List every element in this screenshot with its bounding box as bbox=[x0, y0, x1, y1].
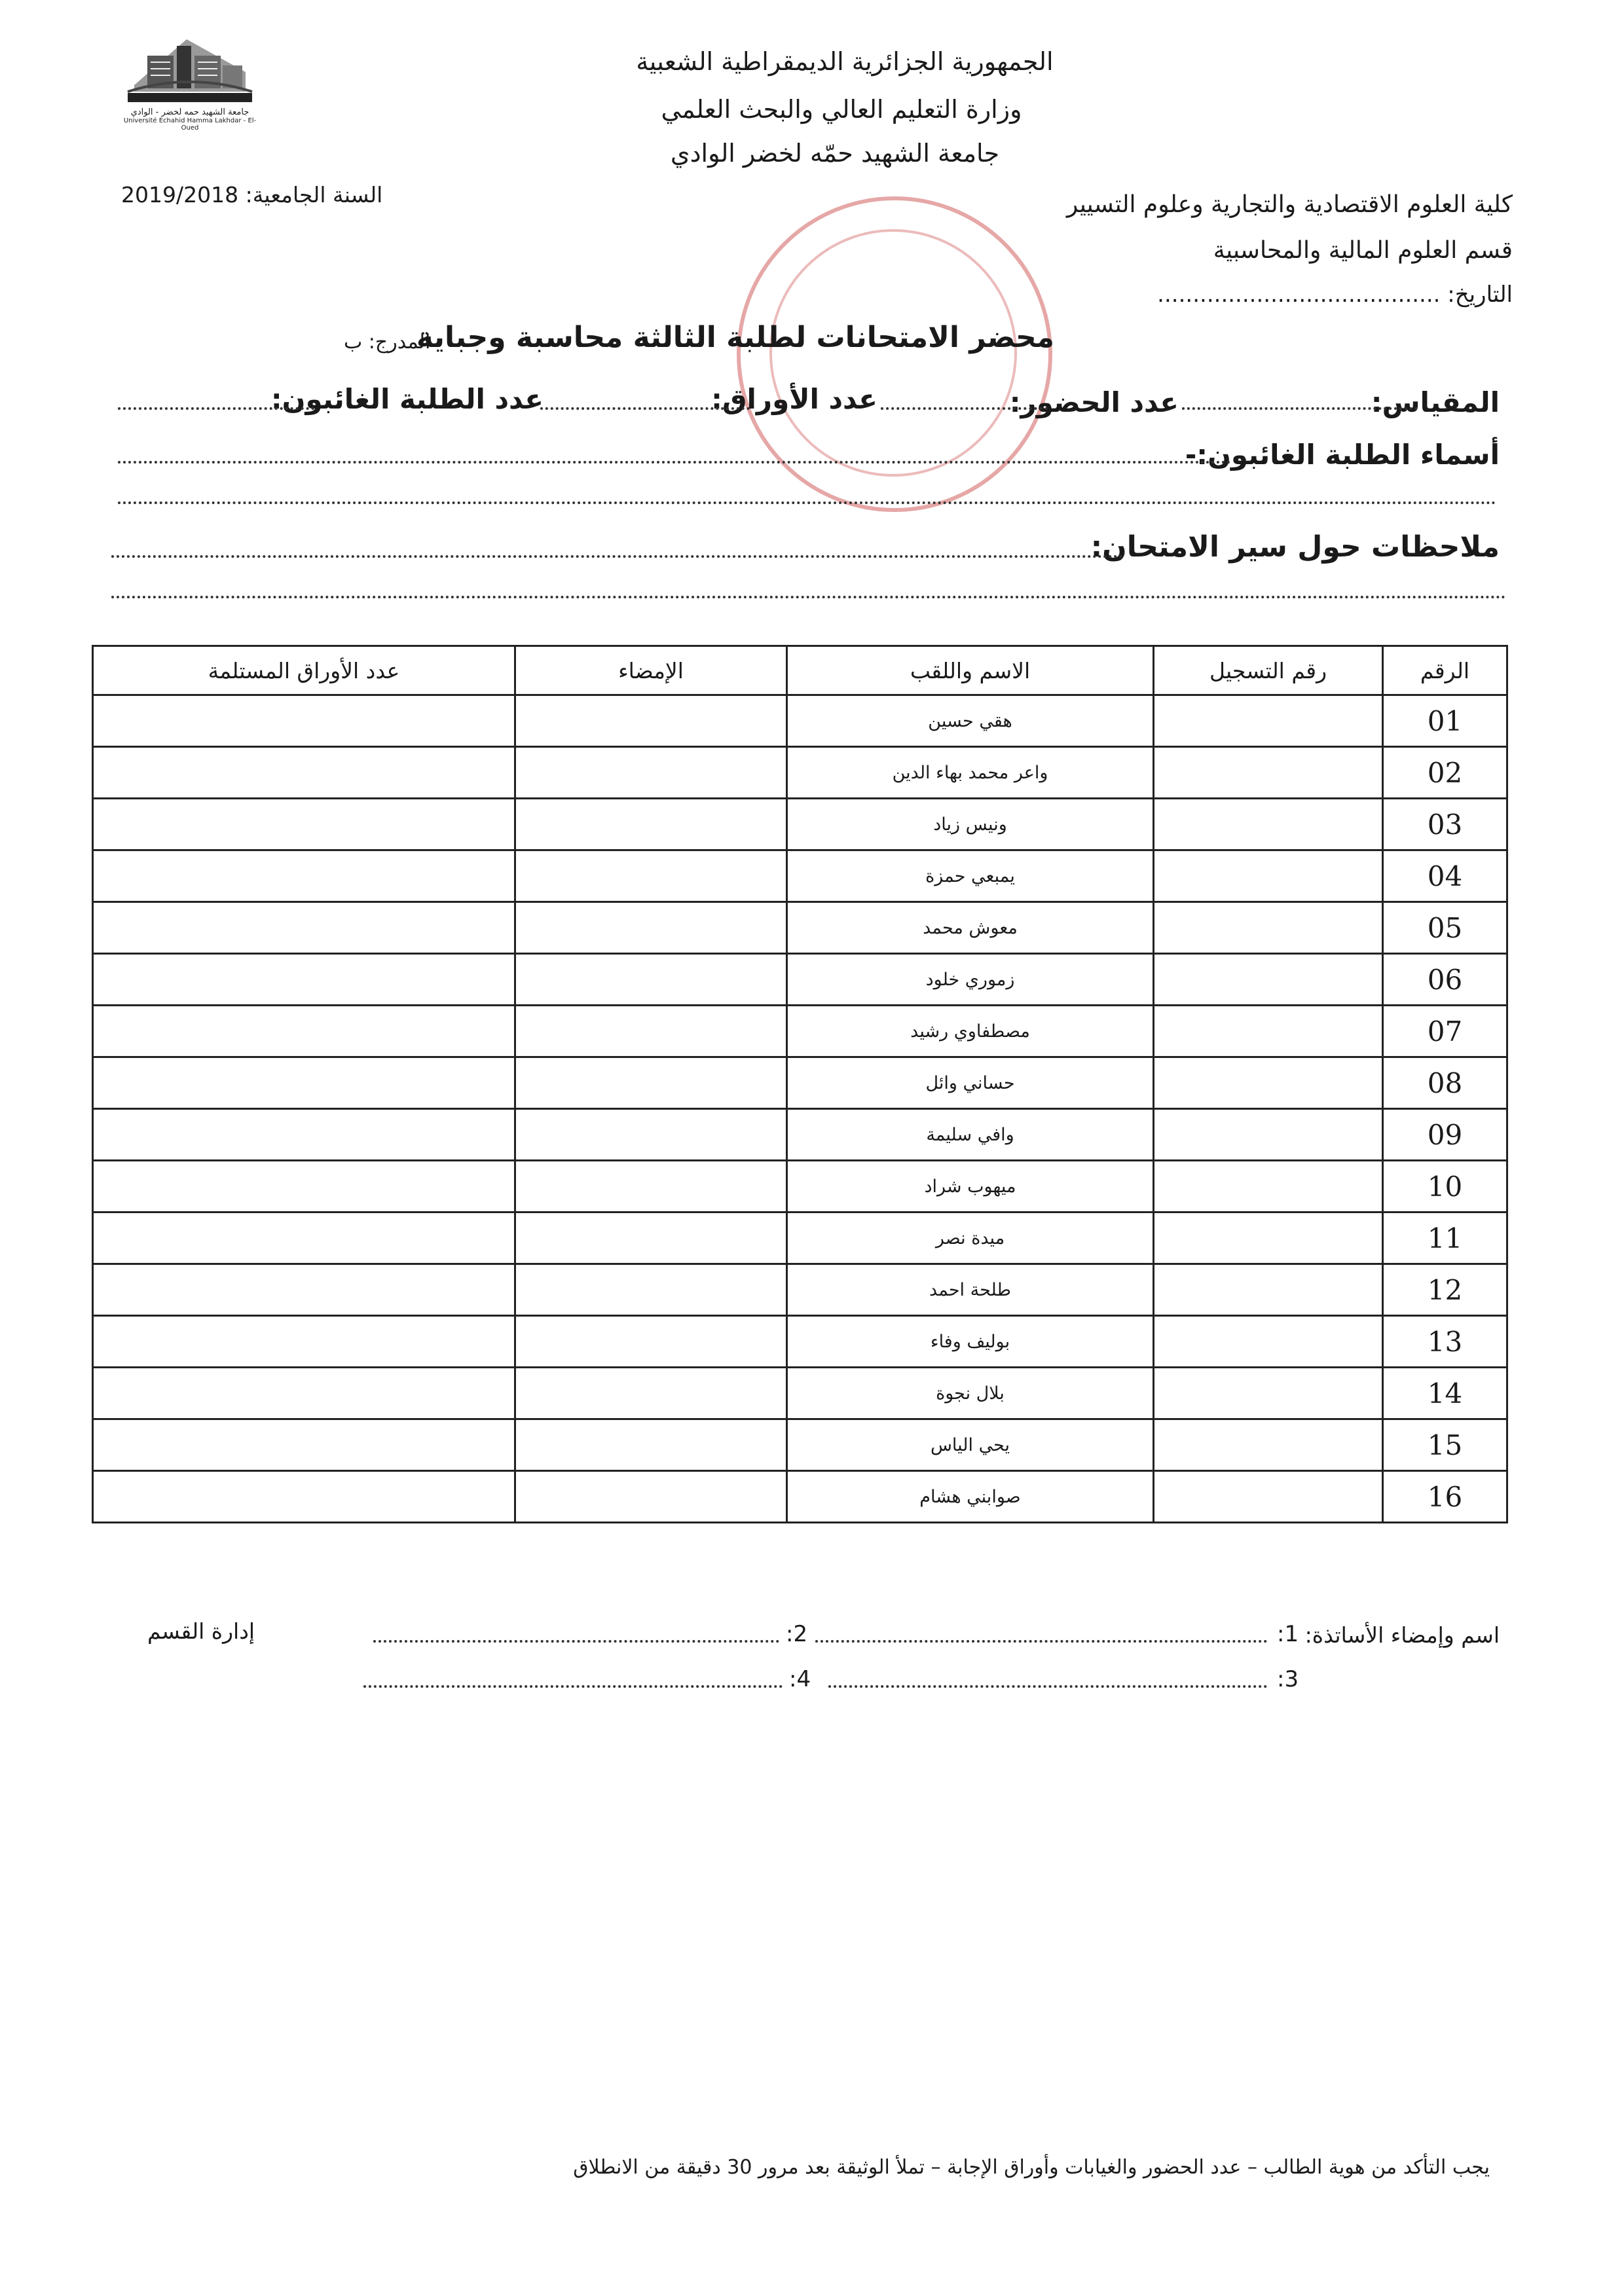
row-signature bbox=[515, 1264, 787, 1316]
row-signature bbox=[515, 1212, 787, 1264]
table-row bbox=[93, 1419, 1507, 1471]
header-signature: الإمضاء bbox=[515, 646, 787, 695]
table-row bbox=[93, 695, 1507, 747]
row-full-name: طلحة احمد bbox=[787, 1264, 1154, 1316]
absent-names-dots-1 bbox=[118, 454, 1231, 464]
row-number: 10 bbox=[1383, 1161, 1507, 1212]
row-papers-received bbox=[93, 1109, 515, 1161]
papers-label: عدد الأوراق: bbox=[711, 383, 877, 415]
row-signature bbox=[515, 1419, 787, 1471]
row-full-name: معوش محمد bbox=[787, 902, 1154, 954]
row-signature bbox=[515, 747, 787, 799]
republic-name: الجمهورية الجزائرية الديمقراطية الشعبية bbox=[636, 47, 1054, 76]
header-full-name: الاسم واللقب bbox=[787, 646, 1154, 695]
table-row bbox=[93, 1471, 1507, 1523]
row-signature bbox=[515, 1368, 787, 1419]
table-row bbox=[93, 954, 1507, 1006]
table-row bbox=[93, 850, 1507, 902]
row-full-name: ونيس زياد bbox=[787, 799, 1154, 850]
row-number: 01 bbox=[1383, 695, 1507, 747]
students-table bbox=[92, 645, 1508, 1523]
teachers-signature-label: اسم وإمضاء الأساتذة: bbox=[1304, 1622, 1500, 1648]
absent-names-dots-2 bbox=[118, 495, 1496, 504]
teacher-3-label: 3: bbox=[1277, 1666, 1299, 1692]
row-full-name: ميدة نصر bbox=[787, 1212, 1154, 1264]
attendance-dots bbox=[881, 401, 1048, 410]
row-registration bbox=[1154, 1471, 1383, 1523]
table-row bbox=[93, 1316, 1507, 1368]
row-signature bbox=[515, 1057, 787, 1109]
table-row bbox=[93, 1161, 1507, 1212]
row-papers-received bbox=[93, 1057, 515, 1109]
logo-caption-ar: جامعة الشهيد حمه لخضر - الوادي bbox=[130, 107, 249, 117]
row-signature bbox=[515, 695, 787, 747]
row-papers-received bbox=[93, 954, 515, 1006]
row-papers-received bbox=[93, 1006, 515, 1057]
teacher-2-label: :2 bbox=[786, 1621, 808, 1647]
row-number: 12 bbox=[1383, 1264, 1507, 1316]
row-registration bbox=[1154, 954, 1383, 1006]
row-papers-received bbox=[93, 902, 515, 954]
footer-note: يجب التأكد من هوية الطالب – عدد الحضور والغيابات وأوراق الإجابة – تملأ الوثيقة بعد مرور 30 دقيقة من الانطلاق bbox=[573, 2156, 1490, 2179]
teacher-4-dots bbox=[363, 1679, 783, 1688]
row-papers-received bbox=[93, 1471, 515, 1523]
row-number: 15 bbox=[1383, 1419, 1507, 1471]
remarks-label: ملاحظات حول سير الامتحان: bbox=[1090, 530, 1500, 564]
absent-count-dots bbox=[118, 401, 314, 410]
row-number: 06 bbox=[1383, 954, 1507, 1006]
row-full-name: حساني وائل bbox=[787, 1057, 1154, 1109]
row-signature bbox=[515, 850, 787, 902]
row-signature bbox=[515, 799, 787, 850]
logo-caption-en: Université Echahid Hamma Lakhdar - El-Oued bbox=[123, 117, 257, 132]
row-number: 11 bbox=[1383, 1212, 1507, 1264]
row-papers-received bbox=[93, 1264, 515, 1316]
row-full-name: بوليف وفاء bbox=[787, 1316, 1154, 1368]
row-registration bbox=[1154, 1109, 1383, 1161]
module-dots bbox=[1182, 401, 1418, 410]
row-number: 07 bbox=[1383, 1006, 1507, 1057]
row-registration bbox=[1154, 799, 1383, 850]
row-papers-received bbox=[93, 695, 515, 747]
absent-count-label: عدد الطلبة الغائبون: bbox=[270, 383, 544, 415]
header-registration: رقم التسجيل bbox=[1154, 646, 1383, 695]
teacher-1-dots bbox=[815, 1633, 1267, 1643]
row-registration bbox=[1154, 1264, 1383, 1316]
row-full-name: يمبعي حمزة bbox=[787, 850, 1154, 902]
table-header-row bbox=[93, 646, 1507, 695]
teacher-2-dots bbox=[373, 1633, 779, 1643]
row-number: 02 bbox=[1383, 747, 1507, 799]
row-registration bbox=[1154, 747, 1383, 799]
table-row bbox=[93, 799, 1507, 850]
row-number: 09 bbox=[1383, 1109, 1507, 1161]
row-registration bbox=[1154, 1212, 1383, 1264]
table-row bbox=[93, 1212, 1507, 1264]
row-number: 04 bbox=[1383, 850, 1507, 902]
remarks-dots-2 bbox=[111, 589, 1506, 598]
row-full-name: مصطفاوي رشيد bbox=[787, 1006, 1154, 1057]
row-registration bbox=[1154, 1006, 1383, 1057]
row-registration bbox=[1154, 1316, 1383, 1368]
row-papers-received bbox=[93, 799, 515, 850]
ministry-name: وزارة التعليم العالي والبحث العلمي bbox=[661, 95, 1022, 124]
row-full-name: هقي حسين bbox=[787, 695, 1154, 747]
row-number: 03 bbox=[1383, 799, 1507, 850]
row-full-name: صوابني هشام bbox=[787, 1471, 1154, 1523]
row-signature bbox=[515, 1109, 787, 1161]
table-row bbox=[93, 1006, 1507, 1057]
row-number: 05 bbox=[1383, 902, 1507, 954]
header-number: الرقم bbox=[1383, 646, 1507, 695]
row-papers-received bbox=[93, 747, 515, 799]
papers-dots bbox=[540, 401, 750, 410]
date-field: التاريخ: ........................................ bbox=[1157, 282, 1513, 308]
teacher-3-dots bbox=[828, 1679, 1267, 1688]
row-signature bbox=[515, 1471, 787, 1523]
table-row bbox=[93, 1057, 1507, 1109]
row-full-name: زموري خلود bbox=[787, 954, 1154, 1006]
row-signature bbox=[515, 1006, 787, 1057]
teacher-1-label: 1: bbox=[1277, 1621, 1299, 1647]
row-registration bbox=[1154, 695, 1383, 747]
row-papers-received bbox=[93, 1316, 515, 1368]
row-registration bbox=[1154, 1057, 1383, 1109]
attendance-label: عدد الحضور: bbox=[1009, 386, 1179, 418]
row-papers-received bbox=[93, 850, 515, 902]
row-signature bbox=[515, 902, 787, 954]
row-papers-received bbox=[93, 1419, 515, 1471]
row-number: 08 bbox=[1383, 1057, 1507, 1109]
row-full-name: يحي الياس bbox=[787, 1419, 1154, 1471]
remarks-dots-1 bbox=[111, 549, 1123, 558]
row-signature bbox=[515, 1161, 787, 1212]
teacher-4-label: :4 bbox=[789, 1666, 811, 1692]
module-label: المقياس: bbox=[1371, 386, 1500, 418]
table-row bbox=[93, 1264, 1507, 1316]
row-registration bbox=[1154, 1368, 1383, 1419]
row-registration bbox=[1154, 1161, 1383, 1212]
document-title: محضر الامتحانات لطلبة الثالثة محاسبة وجباية bbox=[416, 321, 1054, 354]
row-signature bbox=[515, 1316, 787, 1368]
academic-year: السنة الجامعية: 2019/2018 bbox=[121, 182, 383, 208]
row-full-name: ميهوب شراد bbox=[787, 1161, 1154, 1212]
row-registration bbox=[1154, 850, 1383, 902]
table-row bbox=[93, 747, 1507, 799]
row-number: 14 bbox=[1383, 1368, 1507, 1419]
table-row bbox=[93, 1368, 1507, 1419]
header-papers-received: عدد الأوراق المستلمة bbox=[93, 646, 515, 695]
table-row bbox=[93, 1109, 1507, 1161]
university-name: جامعة الشهيد حمّه لخضر الوادي bbox=[670, 139, 1000, 168]
row-signature bbox=[515, 954, 787, 1006]
row-number: 13 bbox=[1383, 1316, 1507, 1368]
hall-label: المدرج: ب bbox=[344, 331, 431, 354]
absent-names-label: أسماء الطلبة الغائبون:- bbox=[1185, 439, 1500, 471]
table-row bbox=[93, 902, 1507, 954]
row-papers-received bbox=[93, 1212, 515, 1264]
row-number: 16 bbox=[1383, 1471, 1507, 1523]
row-registration bbox=[1154, 902, 1383, 954]
department-name: قسم العلوم المالية والمحاسبية bbox=[1213, 237, 1513, 264]
row-papers-received bbox=[93, 1161, 515, 1212]
row-full-name: وافي سليمة bbox=[787, 1109, 1154, 1161]
row-registration bbox=[1154, 1419, 1383, 1471]
department-admin-label: إدارة القسم bbox=[147, 1618, 255, 1644]
row-papers-received bbox=[93, 1368, 515, 1419]
row-full-name: بلال نجوة bbox=[787, 1368, 1154, 1419]
faculty-name: كلية العلوم الاقتصادية والتجارية وعلوم التسيير bbox=[1066, 191, 1513, 218]
row-full-name: واعر محمد بهاء الدين bbox=[787, 747, 1154, 799]
